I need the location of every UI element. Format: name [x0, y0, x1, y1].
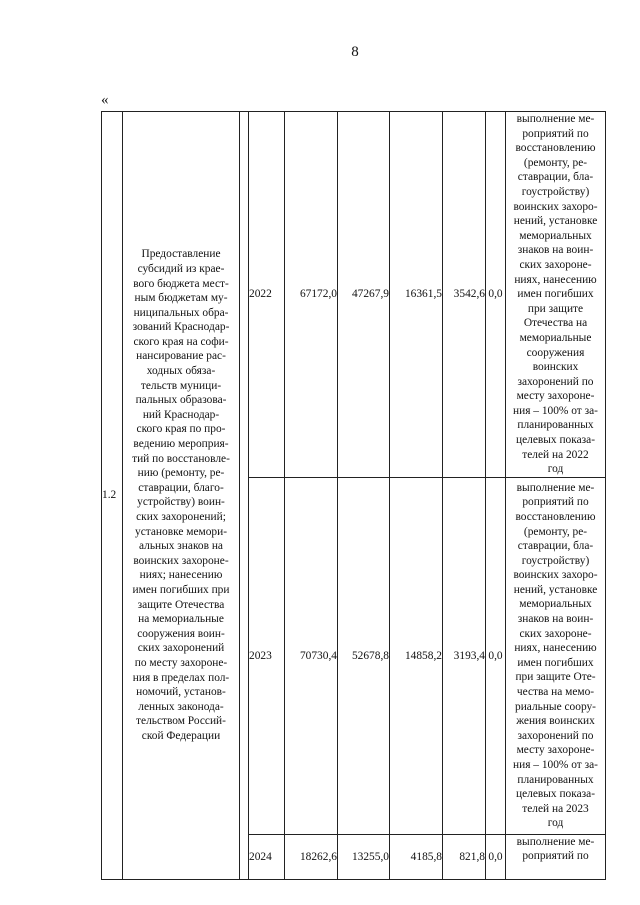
- other-cell: 0,0: [486, 834, 506, 879]
- table-row-2022: [102, 112, 606, 478]
- other-cell: 0,0: [486, 112, 506, 478]
- indicator-cell: [506, 112, 606, 478]
- row-name-cell: [123, 112, 240, 880]
- total-cell: 18262,6: [285, 834, 338, 879]
- indicator-text: выполнение ме- роприятий по: [516, 835, 595, 863]
- year-cell: 2022: [249, 112, 285, 478]
- federal-cell: 16361,5: [390, 112, 443, 478]
- regional-cell: 47267,9: [338, 112, 390, 478]
- budget-table: [101, 111, 606, 880]
- row-name-text: Предоставление субсидий из крае- вого бюджета мест- ным бюджетам му- ниципальных обра- зований Краснодар- ского края на софи- нансирование рас- ходных обяза- тельств муници- пальных образова- ний Краснодар- ского края по про- ведению мероприя- тий по восстановле- нию (ремонту, ре- ставрации, благо- устройству) воин- ских захоронений; установке мемори- альных знаков на воинских захороне- ниях; нанесению имен погибших при защите Отечества на мемориальные сооружения воин- ских захоронений по месту захороне- ния в пределах пол- номочий, установ- ленных законода- тельством Россий- ской Федерации: [132, 248, 230, 742]
- indicator-text: выполнение ме- роприятий по восстановлению (ремонту, ре- ставрации, бла- гоустройству) воинских захоро- нений, установке мемориальных знаков на воин- ских захороне- ниях, нанесению имен погибших при защите Отечества на мемориальные сооружения воинских захоронений по месту захороне- ния – 100% от за- планированных целевых показа- телей на 2022 год: [513, 113, 598, 476]
- total-cell: 67172,0: [285, 112, 338, 478]
- indicator-cell: [506, 477, 606, 834]
- page-number: 8: [351, 44, 359, 60]
- indicator-text: выполнение ме- роприятий по восстановлению (ремонту, ре- ставрации, бла- гоустройству) воинских захоро- нений, установке мемориальных знаков на воин- ских захороне- ниях, нанесению имен погибших при защите Оте- чества на мемо- риальные соору- жения воинских захоронений по месту захороне- ния – 100% от за- планированных целевых показа- телей на 2023 год: [513, 481, 598, 830]
- local-cell: 3193,4: [443, 477, 486, 834]
- year-cell: 2023: [249, 477, 285, 834]
- spacer-column: [240, 112, 249, 880]
- other-cell: 0,0: [486, 477, 506, 834]
- local-cell: 821,8: [443, 834, 486, 879]
- federal-cell: 4185,8: [390, 834, 443, 879]
- regional-cell: 52678,8: [338, 477, 390, 834]
- quote-mark: «: [101, 92, 109, 108]
- total-cell: 70730,4: [285, 477, 338, 834]
- federal-cell: 14858,2: [390, 477, 443, 834]
- regional-cell: 13255,0: [338, 834, 390, 879]
- row-number-cell: 1.2: [102, 112, 123, 880]
- indicator-cell: [506, 834, 606, 879]
- year-cell: 2024: [249, 834, 285, 879]
- local-cell: 3542,6: [443, 112, 486, 478]
